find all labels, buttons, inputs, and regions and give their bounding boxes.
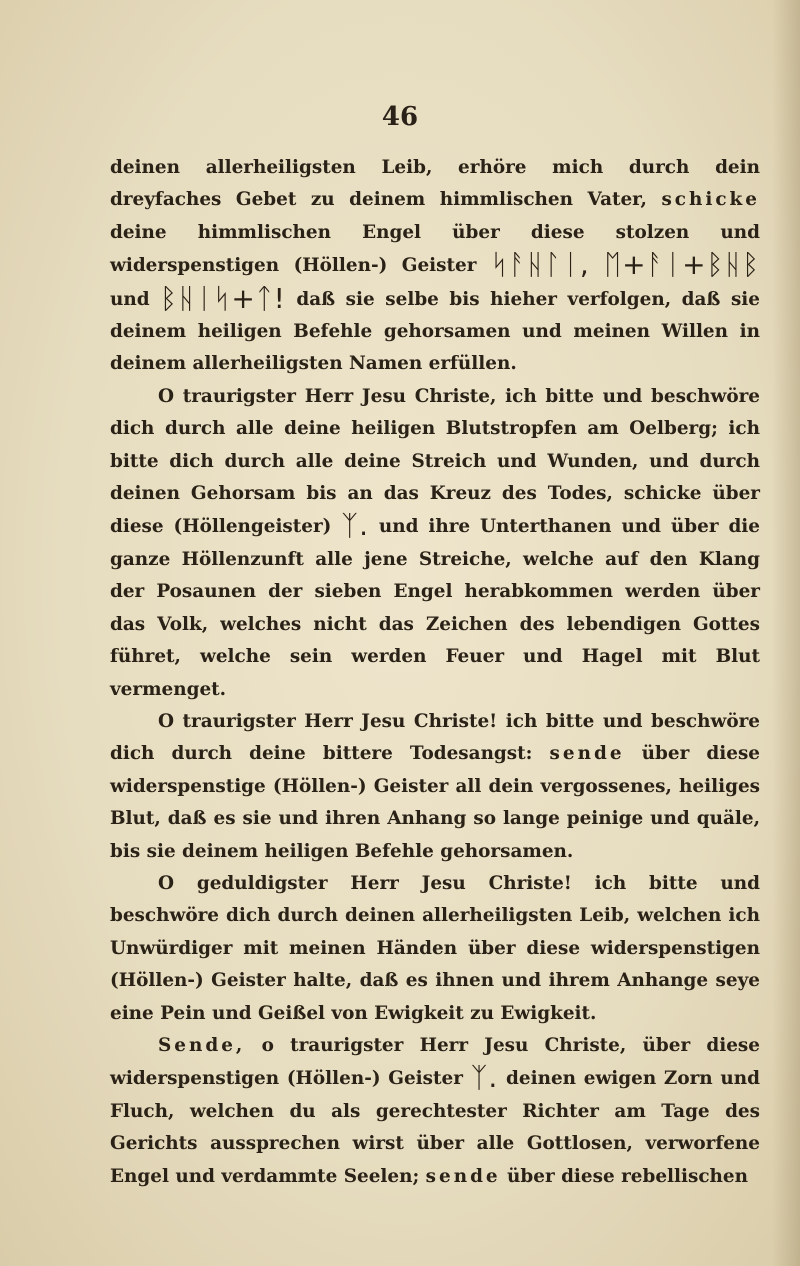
text-run: über diese rebellischen — [500, 1165, 748, 1187]
text-run: deinen allerheiligsten Leib, erhöre mich durch dein dreyfaches Gebet zu deinem himmlischen Vater, — [110, 157, 760, 211]
emphasized-word: schicke — [661, 189, 760, 211]
text-run: und ihre Unterthanen und über die ganze Höllenzunft alle jene Streiche, welche auf den Klang der Posaunen der sieben Engel herabkommen werden über das Volk, welches nicht das Zeichen des lebendigen Gottes führet, welche sein werden Feuer und Hagel mit Blut vermenget. — [110, 516, 760, 700]
paragraph — [110, 381, 760, 706]
magic-symbol: ᛒᚺᛁᛋ+ᛏ! — [160, 281, 286, 315]
magic-symbol: ᛉ. — [470, 1061, 499, 1095]
page-text — [110, 152, 760, 1193]
paragraph — [110, 152, 760, 381]
text-run: O traurigster Herr Jesu Christe, ich bitte und beschwöre dich durch alle deine heiligen Blutstropfen am Oelberg; ich bitte dich durch alle deine Streich und Wunden, und durch deinen Gehorsam bis an das Kreuz des Todes, schicke über diese (Höllengeister) — [110, 385, 760, 538]
magic-symbol: ᛉ. — [341, 509, 369, 543]
text-run: o traurigster Herr Jesu Christe, über diese widerspenstigen (Höllen-) Geister — [110, 1034, 760, 1090]
emphasized-word: sende — [425, 1165, 501, 1187]
paragraph — [110, 1030, 760, 1193]
text-run: O geduldigster Herr Jesu Christe! ich bitte und beschwöre dich durch deinen allerheiligsten Leib, welchen ich Unwürdiger mit meinen Händen über diese widerspenstigen (Höllen-) Geister halte, daß es ihnen und ihrem Anhange seye eine Pein und Geißel von Ewigkeit zu Ewigkeit. — [110, 872, 760, 1024]
magic-symbol: ᛖ+ᚨᛁ+ᛒᚺᛒ — [604, 248, 761, 282]
text-run: daß sie selbe bis hieher verfolgen, daß sie deinem heiligen Befehle gehorsamen und meinen Willen in deinem allerheiligsten Namen erfüllen. — [110, 288, 760, 375]
text-run: deinen ewigen Zorn und Fluch, welchen du als gerechtester Richter am Tage des Gerichts aussprechen wirst über alle Gottlosen, verworfene Engel und verdammte Seelen; — [110, 1068, 760, 1187]
paragraph — [110, 868, 760, 1030]
page-number: 46 — [381, 102, 419, 132]
text-run — [590, 255, 604, 276]
emphasized-word: Sende, — [158, 1034, 246, 1056]
page-edge-shadow — [772, 0, 800, 1266]
text-run: O traurigster Herr Jesu Christe! ich bitte und beschwöre dich durch deine bittere Todesangst: — [110, 710, 760, 765]
text-run: über diese widerspenstige (Höllen-) Geister all dein vergossenes, heiliges Blut, daß es sie und ihren Anhang so lange peinige und quäle, bis sie deinem heiligen Befehle gehorsamen. — [110, 743, 760, 862]
text-run: deine himmlischen Engel über diese stolzen und widerspenstigen (Höllen-) Geister — [110, 221, 760, 277]
paragraph — [110, 706, 760, 868]
magic-symbol: ᛋᚨᚺᛚᛁ, — [490, 248, 590, 282]
text-run: und — [110, 288, 161, 310]
emphasized-word: sende — [549, 743, 625, 765]
